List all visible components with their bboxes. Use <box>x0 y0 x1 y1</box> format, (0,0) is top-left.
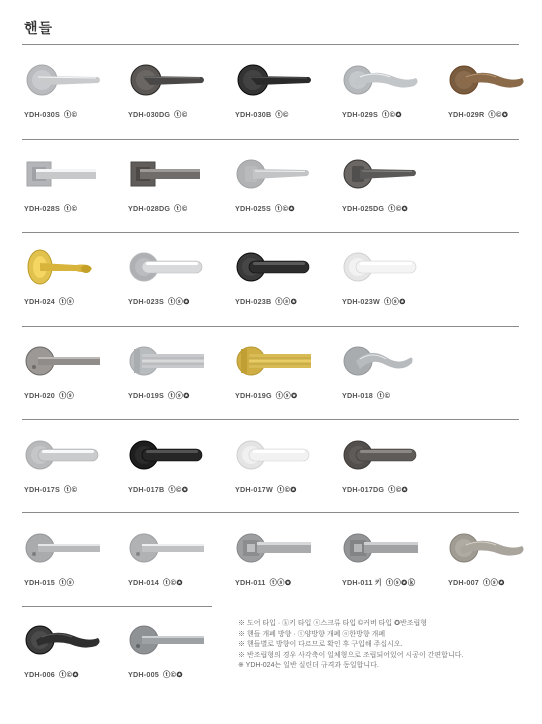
product-code-text: YDH-015 <box>24 578 55 587</box>
product-type-marks: ⓣⓢ <box>58 391 75 400</box>
product-type-marks: ⓣⓢ✪ <box>275 297 298 306</box>
product-type-marks: ⓣ© <box>174 110 188 119</box>
product-code <box>448 110 508 120</box>
product-code <box>235 391 298 401</box>
product-code <box>128 485 188 495</box>
product-code-text: YDH-014 <box>128 578 159 587</box>
legend-line: ※ 반조립형의 경우 사각축이 일체형으로 조립되어있어 시공이 간편합니다. <box>238 651 464 659</box>
product-type-marks: ⓣⓢ✪ <box>482 578 505 587</box>
product-code-text: YDH-030S <box>24 110 60 119</box>
product-code-text: YDH-018 <box>342 391 373 400</box>
product-code <box>128 297 190 307</box>
product-code-text: YDH-017B <box>128 485 165 494</box>
product-code <box>24 297 74 307</box>
product-card <box>235 530 335 615</box>
product-type-marks: ⓣ©✪ <box>488 110 509 119</box>
product-type-marks: ⓣ© <box>63 485 78 494</box>
product-code-text: YDH-025DG <box>342 204 385 213</box>
product-code-text: YDH-007 <box>448 578 479 587</box>
product-type-marks: ⓣ© <box>275 110 289 119</box>
product-card <box>24 530 124 615</box>
product-code <box>235 297 297 307</box>
product-code-text: YDH-028DG <box>128 204 171 213</box>
product-code-text: YDH-023B <box>235 297 272 306</box>
product-card <box>235 62 335 147</box>
product-code-text: YDH-019S <box>128 391 164 400</box>
product-code <box>235 204 295 214</box>
product-code <box>235 485 297 495</box>
product-card <box>342 62 442 147</box>
product-code <box>342 578 416 588</box>
product-card <box>128 249 228 334</box>
product-code-text: YDH-024 <box>24 297 55 306</box>
product-type-marks: ⓣⓢ✪ <box>383 297 406 306</box>
product-type-marks: ⓣⓢ✪ <box>167 297 190 306</box>
product-card <box>128 156 228 241</box>
product-code <box>128 670 183 680</box>
product-type-marks: ⓣ© <box>376 391 391 400</box>
product-card <box>128 530 228 615</box>
product-code <box>128 110 188 120</box>
legend-line: ※ YDH-024는 일반 실린더 규격과 동일합니다. <box>238 662 379 670</box>
title-divider <box>22 44 519 45</box>
product-code-text: YDH-006 <box>24 670 55 679</box>
product-type-marks: ⓣ©✪ <box>388 485 409 494</box>
product-type-marks: ⓣ©✪ <box>58 670 79 679</box>
product-code-text: YDH-028S <box>24 204 60 213</box>
product-card <box>342 249 442 334</box>
product-card <box>128 343 228 428</box>
product-type-marks: ⓣⓢ <box>58 297 75 306</box>
product-type-marks: ⓣ©✪ <box>381 110 402 119</box>
legend-line: ※ 도어 타입 · ⓚ키 타입 ⓢ스크류 타입 ©커버 타입 ✪반조립형 <box>238 620 428 627</box>
product-code-text: YDH-029S <box>342 110 378 119</box>
product-type-marks: ⓣ©✪ <box>162 670 183 679</box>
product-code <box>128 204 188 214</box>
product-card <box>24 437 124 522</box>
product-type-marks: ⓣ©✪ <box>274 204 295 213</box>
product-code <box>128 391 190 401</box>
product-card <box>448 530 542 615</box>
product-code-text: YDH-011 키 <box>342 578 382 587</box>
product-code <box>24 485 77 495</box>
product-code-text: YDH-005 <box>128 670 159 679</box>
product-card <box>342 437 442 522</box>
product-type-marks: ⓣⓢ✪ <box>269 578 292 587</box>
product-type-marks: ⓣⓢ <box>58 578 75 587</box>
product-card <box>128 622 228 707</box>
product-card <box>24 249 124 334</box>
product-code-text: YDH-017S <box>24 485 60 494</box>
product-type-marks: ⓣ©✪ <box>388 204 409 213</box>
product-code <box>342 110 402 120</box>
product-card <box>24 156 124 241</box>
product-card <box>235 249 335 334</box>
product-code <box>24 578 74 588</box>
product-type-marks: ⓣ© <box>174 204 188 213</box>
product-type-marks: ⓣ©✪ <box>276 485 297 494</box>
product-code <box>128 578 183 588</box>
legend <box>238 619 533 672</box>
product-code-text: YDH-017W <box>235 485 273 494</box>
product-code <box>342 391 390 401</box>
product-code <box>235 110 289 120</box>
product-code <box>24 204 77 214</box>
product-code-text: YDH-030DG <box>128 110 171 119</box>
product-card <box>128 437 228 522</box>
product-code-text: YDH-011 <box>235 578 266 587</box>
product-type-marks: ⓣ©✪ <box>168 485 189 494</box>
product-card <box>235 437 335 522</box>
product-code-text: YDH-029R <box>448 110 485 119</box>
product-type-marks: ⓣ©✪ <box>162 578 183 587</box>
product-code-text: YDH-030B <box>235 110 272 119</box>
product-code-text: YDH-017DG <box>342 485 385 494</box>
product-code-text: YDH-023W <box>342 297 380 306</box>
product-type-marks: ⓣⓢ✪ <box>275 391 298 400</box>
product-card <box>342 156 442 241</box>
product-card <box>235 343 335 428</box>
product-type-marks: ⓣ© <box>63 204 78 213</box>
product-code <box>448 578 505 588</box>
product-code <box>24 110 77 120</box>
product-code <box>342 297 406 307</box>
product-card <box>24 343 124 428</box>
product-code <box>24 391 74 401</box>
product-code <box>342 204 408 214</box>
product-card <box>24 622 124 707</box>
legend-line: ※ 핸들 개폐 방향 · ⓣ양방향 개폐 ⓞ한방향 개폐 <box>238 630 386 638</box>
legend-line: ※ 핸들별로 방향이 다르므로 확인 후 구입해 주십시오. <box>238 641 403 649</box>
product-code-text: YDH-019G <box>235 391 272 400</box>
page-title: 핸들 <box>24 20 54 36</box>
product-type-marks: ⓣⓢ✪ⓚ <box>385 578 416 587</box>
product-code <box>235 578 291 588</box>
product-code-text: YDH-023S <box>128 297 164 306</box>
product-card <box>128 62 228 147</box>
product-card <box>235 156 335 241</box>
product-card <box>448 62 542 147</box>
product-card <box>342 530 442 615</box>
product-code-text: YDH-020 <box>24 391 55 400</box>
product-code <box>24 670 79 680</box>
product-card <box>342 343 442 428</box>
product-type-marks: ⓣⓢ✪ <box>167 391 190 400</box>
product-code <box>342 485 408 495</box>
product-type-marks: ⓣ© <box>63 110 78 119</box>
product-card <box>24 62 124 147</box>
product-code-text: YDH-025S <box>235 204 271 213</box>
